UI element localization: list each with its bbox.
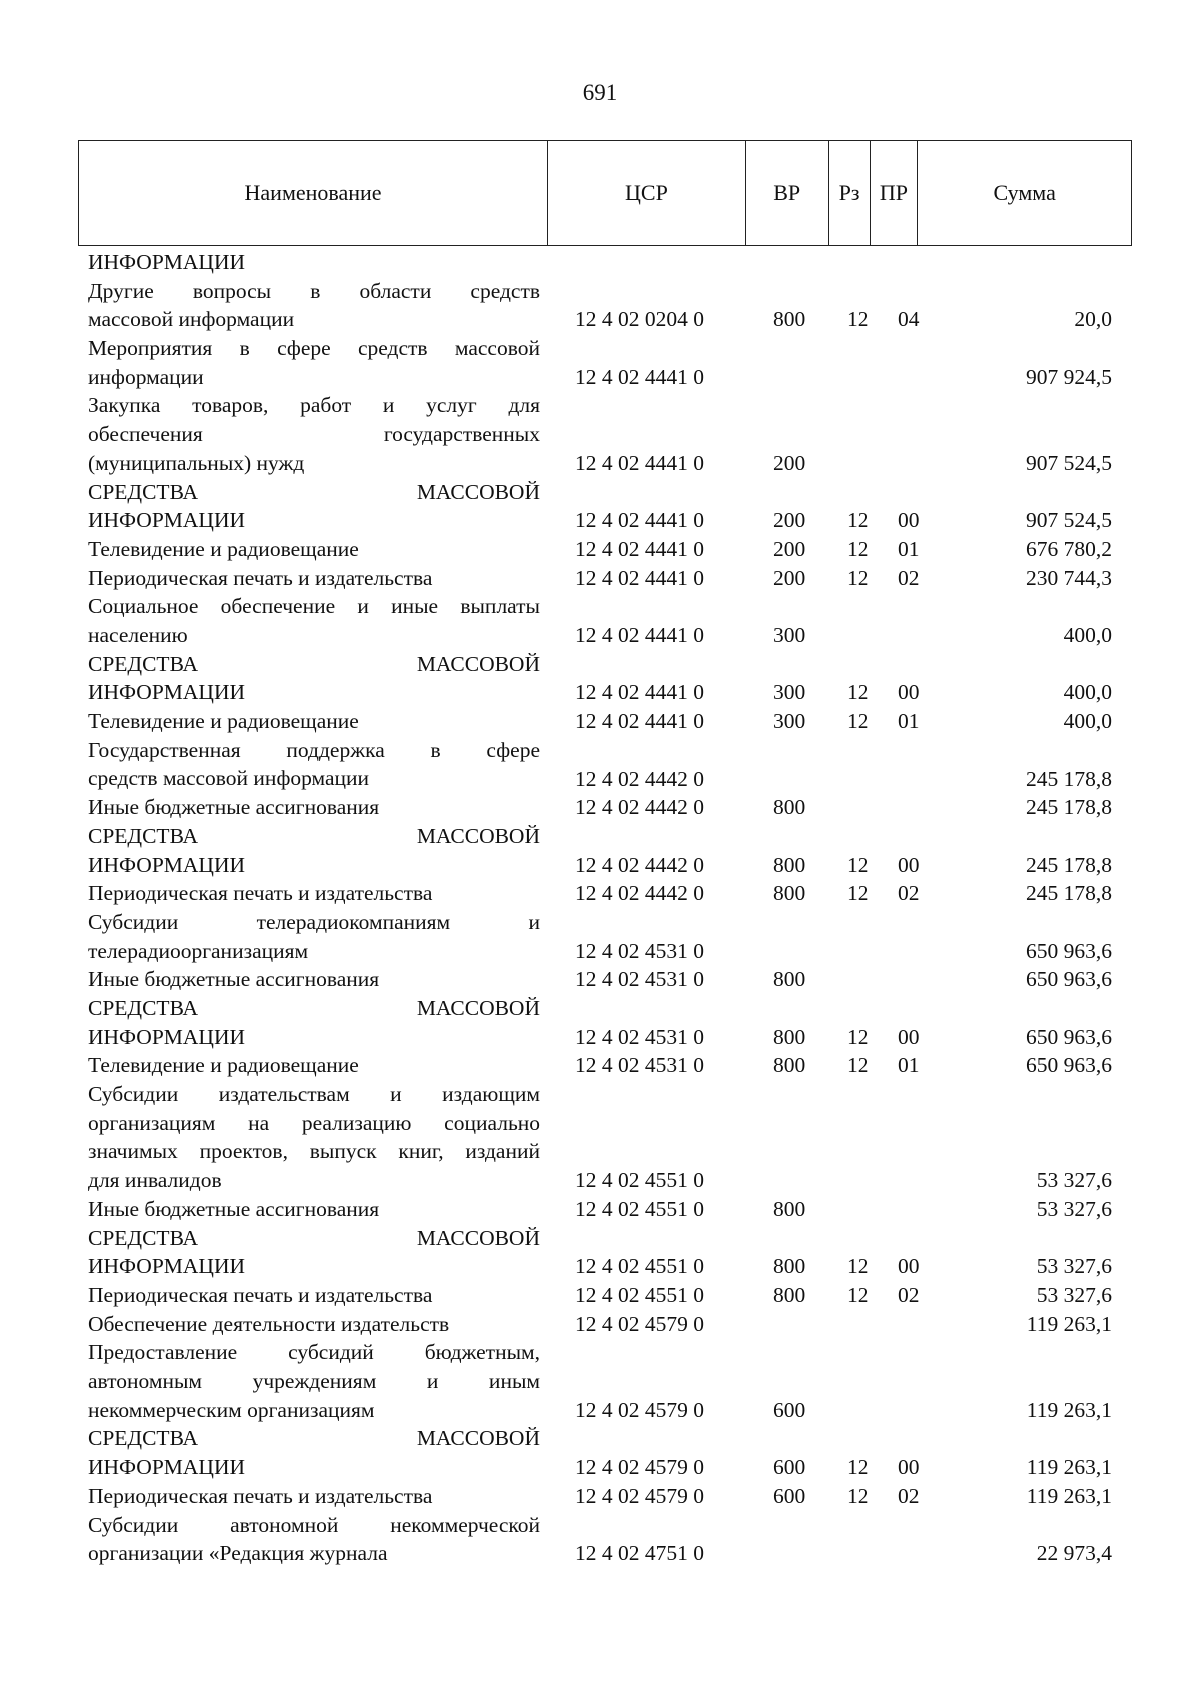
row-name [88,1224,540,1281]
row-name-line: Предоставление субсидий бюджетным, [88,1340,540,1365]
row-vr: 800 [773,1053,806,1078]
row-vr: 800 [773,1282,806,1307]
row-name [88,879,540,908]
row-name-line: организации «Редакция журнала [88,1541,388,1566]
row-name-line: (муниципальных) нужд [88,450,305,475]
table-row [0,1195,1200,1224]
row-name [88,535,540,564]
row-vr: 200 [773,536,806,561]
row-rz: 12 [847,680,869,705]
row-sum: 119 263,1 [1026,1311,1112,1336]
row-csr: 12 4 02 4579 0 [575,1311,704,1336]
row-sum: 53 327,6 [1036,1254,1112,1279]
row-name-line: СРЕДСТВА МАССОВОЙ [88,823,540,848]
row-csr: 12 4 02 4442 0 [575,795,704,820]
row-sum: 245 178,8 [1026,852,1112,877]
row-csr: 12 4 02 4551 0 [575,1168,704,1193]
row-pr: 00 [898,1254,920,1279]
row-name-line: СРЕДСТВА МАССОВОЙ [88,1225,540,1250]
row-pr: 02 [898,565,920,590]
row-vr: 800 [773,852,806,877]
header-pr: ПР [871,141,919,245]
row-csr: 12 4 02 4531 0 [575,967,704,992]
row-name [88,1281,540,1310]
row-rz: 12 [847,852,869,877]
table-row [0,965,1200,994]
row-csr: 12 4 02 4441 0 [575,508,704,533]
table-row [0,535,1200,564]
row-name [88,1424,540,1481]
row-name-line: СРЕДСТВА МАССОВОЙ [88,996,540,1021]
row-name-line: Периодическая печать и издательства [88,1483,433,1508]
table-row [0,707,1200,736]
row-name [88,822,540,879]
table-row [0,822,1200,879]
row-vr: 800 [773,1196,806,1221]
row-csr: 12 4 02 4441 0 [575,364,704,389]
row-csr: 12 4 02 4579 0 [575,1455,704,1480]
row-name [88,1338,540,1424]
row-sum: 400,0 [1063,709,1112,734]
table-header [78,140,1132,246]
row-name-line: Периодическая печать и издательства [88,1282,433,1307]
row-vr: 800 [773,795,806,820]
table-row [0,277,1200,334]
row-pr: 00 [898,852,920,877]
table-row [0,1080,1200,1195]
row-name [88,1482,540,1511]
row-name [88,994,540,1051]
row-vr: 800 [773,307,806,332]
row-sum: 907 524,5 [1026,508,1112,533]
row-name-line: ИНФОРМАЦИИ [88,508,246,533]
row-csr: 12 4 02 4551 0 [575,1196,704,1221]
row-vr: 800 [773,1254,806,1279]
row-name [88,592,540,649]
row-name-line: Телевидение и радиовещание [88,1053,359,1078]
table-row [0,1281,1200,1310]
row-name-line: Государственная поддержка в сфере [88,737,540,762]
row-name-line: телерадиоорганизациям [88,938,309,963]
row-csr: 12 4 02 4551 0 [575,1254,704,1279]
row-csr: 12 4 02 4441 0 [575,565,704,590]
table-row [0,1482,1200,1511]
row-name-line: Иные бюджетные ассигнования [88,795,380,820]
row-name [88,248,540,277]
table-row [0,1511,1200,1568]
row-name-line: Иные бюджетные ассигнования [88,967,380,992]
table-row [0,1338,1200,1424]
row-name-line: Закупка товаров, работ и услуг для [88,393,540,418]
row-vr: 300 [773,680,806,705]
row-rz: 12 [847,1254,869,1279]
row-name-line: Обеспечение деятельности издательств [88,1311,450,1336]
row-name-line: организациям на реализацию социально [88,1110,540,1135]
row-name-line: Периодическая печать и издательства [88,565,433,590]
row-name-line: Мероприятия в сфере средств массовой [88,336,540,361]
row-name-line: Субсидии телерадиокомпаниям и [88,909,540,934]
table-row [0,994,1200,1051]
table-row [0,592,1200,649]
header-rz: Рз [829,141,871,245]
row-name-line: Телевидение и радиовещание [88,536,359,561]
row-name-line: обеспечения государственных [88,422,540,447]
row-csr: 12 4 02 4442 0 [575,852,704,877]
row-rz: 12 [847,1455,869,1480]
row-name-line: СРЕДСТВА МАССОВОЙ [88,1426,540,1451]
row-sum: 22 973,4 [1036,1541,1112,1566]
row-pr: 00 [898,680,920,705]
row-name [88,707,540,736]
row-csr: 12 4 02 0204 0 [575,307,704,332]
table-row [0,1424,1200,1481]
table-row [0,879,1200,908]
row-csr: 12 4 02 4531 0 [575,1024,704,1049]
row-rz: 12 [847,709,869,734]
row-name [88,334,540,391]
row-name-line: информации [88,364,204,389]
row-name-line: значимых проектов, выпуск книг, изданий [88,1139,540,1164]
row-pr: 01 [898,536,920,561]
header-name: Наименование [79,141,548,245]
row-vr: 600 [773,1397,806,1422]
row-name [88,1195,540,1224]
table-row [0,1224,1200,1281]
row-name-line: ИНФОРМАЦИИ [88,1455,246,1480]
table-row [0,391,1200,477]
row-vr: 200 [773,450,806,475]
row-csr: 12 4 02 4531 0 [575,938,704,963]
row-rz: 12 [847,307,869,332]
row-name-line: ИНФОРМАЦИИ [88,852,246,877]
table-row [0,908,1200,965]
row-name-line: Субсидии автономной некоммерческой [88,1512,540,1537]
row-csr: 12 4 02 4441 0 [575,450,704,475]
row-vr: 200 [773,508,806,533]
row-name-line: средств массовой информации [88,766,370,791]
row-name-line: некоммерческим организациям [88,1397,375,1422]
row-rz: 12 [847,1282,869,1307]
row-sum: 400,0 [1063,680,1112,705]
row-sum: 53 327,6 [1036,1168,1112,1193]
row-csr: 12 4 02 4531 0 [575,1053,704,1078]
row-sum: 650 963,6 [1026,938,1112,963]
row-sum: 119 263,1 [1026,1483,1112,1508]
table-row [0,650,1200,707]
row-pr: 00 [898,1024,920,1049]
row-name-line: Телевидение и радиовещание [88,709,359,734]
row-name-line: СРЕДСТВА МАССОВОЙ [88,479,540,504]
row-name-line: автономным учреждениям и иным [88,1369,540,1394]
row-sum: 20,0 [1074,307,1112,332]
row-pr: 00 [898,1455,920,1480]
table-row [0,478,1200,535]
row-pr: 02 [898,1282,920,1307]
row-csr: 12 4 02 4579 0 [575,1483,704,1508]
row-rz: 12 [847,1053,869,1078]
row-name [88,908,540,965]
table-row [0,334,1200,391]
row-csr: 12 4 02 4441 0 [575,536,704,561]
row-name [88,564,540,593]
row-sum: 907 924,5 [1026,364,1112,389]
row-csr: 12 4 02 4441 0 [575,709,704,734]
row-sum: 245 178,8 [1026,881,1112,906]
row-name-line: Субсидии издательствам и издающим [88,1082,540,1107]
row-rz: 12 [847,1483,869,1508]
row-sum: 119 263,1 [1026,1397,1112,1422]
row-name [88,736,540,793]
table-row [0,736,1200,793]
row-sum: 53 327,6 [1036,1282,1112,1307]
row-pr: 00 [898,508,920,533]
row-csr: 12 4 02 4441 0 [575,680,704,705]
row-name-line: ИНФОРМАЦИИ [88,680,246,705]
row-vr: 800 [773,967,806,992]
page-number: 691 [582,80,618,105]
row-vr: 300 [773,709,806,734]
row-pr: 01 [898,1053,920,1078]
row-pr: 02 [898,881,920,906]
row-name-line: СРЕДСТВА МАССОВОЙ [88,651,540,676]
row-rz: 12 [847,536,869,561]
row-name-line: массовой информации [88,307,295,332]
row-sum: 650 963,6 [1026,1053,1112,1078]
row-rz: 12 [847,565,869,590]
row-vr: 800 [773,881,806,906]
row-sum: 245 178,8 [1026,795,1112,820]
table-body [0,248,1200,1568]
row-pr: 02 [898,1483,920,1508]
row-csr: 12 4 02 4442 0 [575,881,704,906]
row-sum: 676 780,2 [1026,536,1112,561]
row-csr: 12 4 02 4751 0 [575,1541,704,1566]
row-name [88,277,540,334]
row-sum: 907 524,5 [1026,450,1112,475]
table-row [0,793,1200,822]
row-rz: 12 [847,1024,869,1049]
row-name [88,1511,540,1568]
row-sum: 245 178,8 [1026,766,1112,791]
header-vr: ВР [746,141,829,245]
row-vr: 600 [773,1483,806,1508]
row-name [88,391,540,477]
row-rz: 12 [847,508,869,533]
table-row [0,248,1200,277]
row-csr: 12 4 02 4551 0 [575,1282,704,1307]
row-vr: 200 [773,565,806,590]
row-csr: 12 4 02 4441 0 [575,623,704,648]
row-sum: 230 744,3 [1026,565,1112,590]
row-sum: 400,0 [1063,623,1112,648]
row-name-line: Периодическая печать и издательства [88,881,433,906]
header-csr: ЦСР [548,141,746,245]
row-pr: 01 [898,709,920,734]
row-name-line: населению [88,623,188,648]
row-rz: 12 [847,881,869,906]
row-name [88,1051,540,1080]
table-row [0,1051,1200,1080]
row-name-line: для инвалидов [88,1168,222,1193]
row-name-line: Другие вопросы в области средств [88,278,540,303]
row-name-line: ИНФОРМАЦИИ [88,1024,246,1049]
row-name [88,1080,540,1195]
row-csr: 12 4 02 4442 0 [575,766,704,791]
row-vr: 600 [773,1455,806,1480]
row-name [88,478,540,535]
row-name [88,793,540,822]
row-name [88,650,540,707]
row-name [88,1310,540,1339]
row-sum: 650 963,6 [1026,1024,1112,1049]
table-row [0,564,1200,593]
row-name-line: ИНФОРМАЦИИ [88,250,246,274]
row-sum: 650 963,6 [1026,967,1112,992]
row-vr: 300 [773,623,806,648]
row-sum: 119 263,1 [1026,1455,1112,1480]
row-pr: 04 [898,307,920,332]
row-name [88,965,540,994]
row-csr: 12 4 02 4579 0 [575,1397,704,1422]
row-vr: 800 [773,1024,806,1049]
row-name-line: Социальное обеспечение и иные выплаты [88,594,540,619]
row-name-line: ИНФОРМАЦИИ [88,1254,246,1279]
row-name-line: Иные бюджетные ассигнования [88,1196,380,1221]
table-row [0,1310,1200,1339]
row-sum: 53 327,6 [1036,1196,1112,1221]
header-sum: Сумма [993,180,1056,205]
